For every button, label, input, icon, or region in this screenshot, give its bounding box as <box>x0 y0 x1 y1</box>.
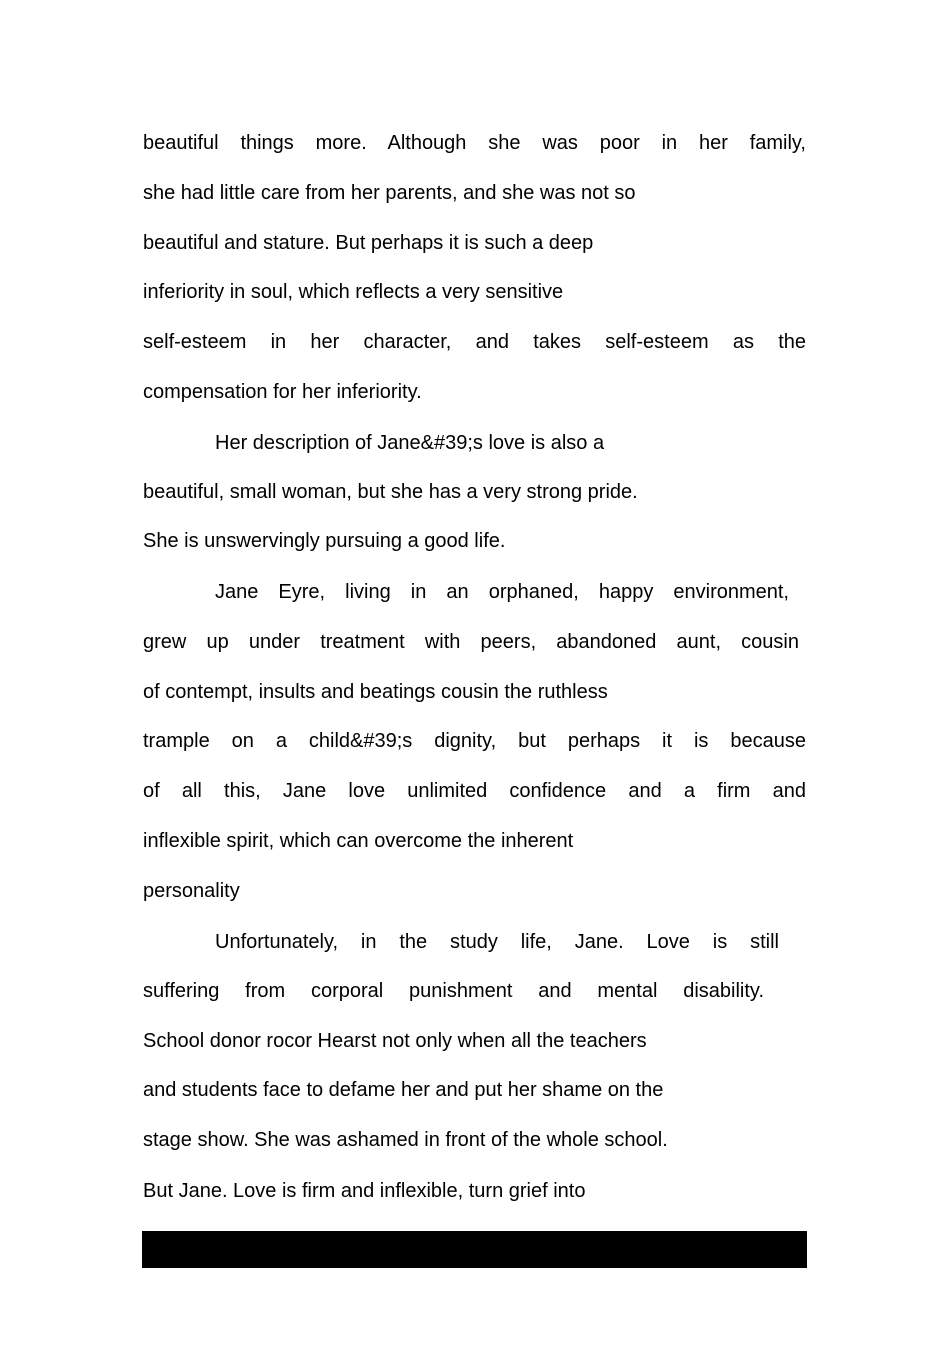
text-line: beautiful, small woman, but she has a very strong pride. <box>143 481 638 503</box>
text-line: trample on a child&#39;s dignity, but perhaps it is because <box>143 730 806 752</box>
text-line: inferiority in soul, which reflects a very sensitive <box>143 281 564 303</box>
text-line: Unfortunately, in the study life, Jane. Love is still <box>215 931 779 953</box>
text-line: But Jane. Love is firm and inflexible, turn grief into <box>143 1180 586 1202</box>
text-line: Jane Eyre, living in an orphaned, happy environment, <box>215 581 789 603</box>
text-line: beautiful and stature. But perhaps it is such a deep <box>143 232 594 254</box>
footer-bar <box>142 1231 807 1268</box>
text-line: self-esteem in her character, and takes self-esteem as the <box>143 331 806 353</box>
text-line: inflexible spirit, which can overcome the inherent <box>143 830 574 852</box>
text-line: Her description of Jane&#39;s love is also a <box>215 432 605 454</box>
text-line: School donor rocor Hearst not only when all the teachers <box>143 1030 647 1052</box>
text-line: of contempt, insults and beatings cousin the ruthless <box>143 681 608 703</box>
text-line: she had little care from her parents, and she was not so <box>143 182 636 204</box>
text-line: compensation for her inferiority. <box>143 381 422 403</box>
text-line: grew up under treatment with peers, abandoned aunt, cousin <box>143 631 799 653</box>
text-line: stage show. She was ashamed in front of the whole school. <box>143 1129 668 1151</box>
text-line: and students face to defame her and put her shame on the <box>143 1079 664 1101</box>
text-line: She is unswervingly pursuing a good life. <box>143 530 506 552</box>
text-line: of all this, Jane love unlimited confidence and a firm and <box>143 780 806 802</box>
text-line: beautiful things more. Although she was poor in her family, <box>143 132 806 154</box>
text-line: suffering from corporal punishment and mental disability. <box>143 980 764 1002</box>
text-line: personality <box>143 880 240 902</box>
